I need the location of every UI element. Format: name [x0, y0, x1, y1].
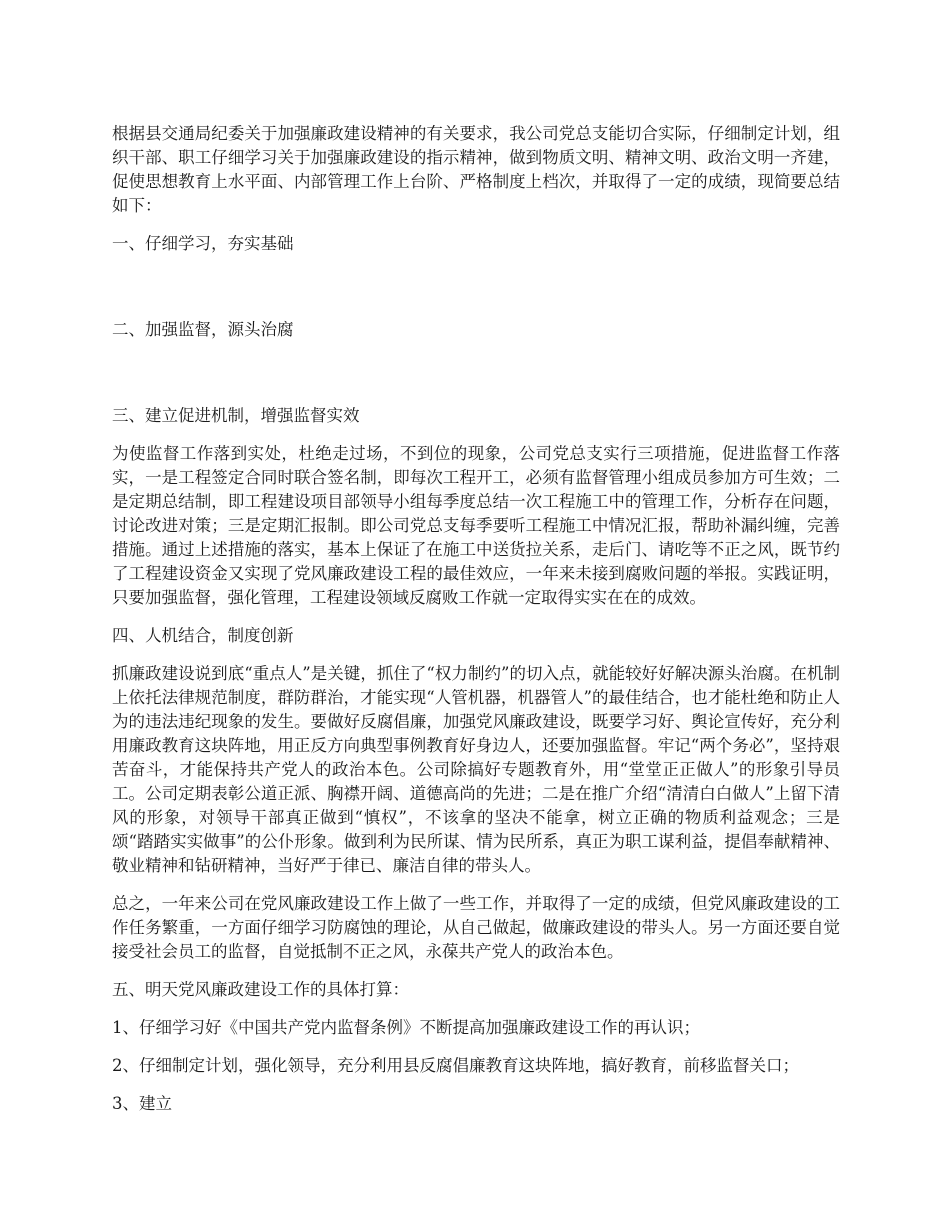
section-2-spacer	[112, 356, 840, 404]
document-page	[112, 122, 840, 1130]
plan-item-2: 2、仔细制定计划，强化领导，充分利用县反腐倡廉教育这块阵地，搞好教育，前移监督关口；	[112, 1056, 799, 1075]
plan-item-1: 1、仔细学习好《中国共产党内监督条例》不断提高加强廉政建设工作的再认识；	[112, 1018, 700, 1037]
section-2-heading: 二、加强监督，源头治腐	[112, 320, 294, 339]
section-4-body: 抓廉政建设说到底“重点人”是关键，抓住了“权力制约”的切入点，就能较好好解决源头治腐。在机制上依托法律规范制度，群防群治，才能实现“人管机器，机器管人”的最佳结合，也才能杜绝和防止人为的违法违纪现象的发生。要做好反腐倡廉，加强党风廉政建设，既要学习好、舆论宣传好，充分利用廉政教育这块阵地，用正反方向典型事例教育好身边人，还要加强监督。牢记“两个务必”，坚持艰苦奋斗，才能保持共产党人的政治本色。公司除搞好专题教育外，用“堂堂正正做人”的形象引导员工。公司定期表彰公道正派、胸襟开阔、道德高尚的先进；二是在推广介绍“清清白白做人”上留下清风的形象，对领导干部真正做到“慎权”，不该拿的坚决不能拿，树立正确的物质利益观念；三是颂“踏踏实实做事”的公仆形象。做到利为民所谋、情为民所系，真正为职工谋利益，提倡奉献精神、敬业精神和钻研精神，当好严于律已、廉洁自律的带头人。	[112, 664, 840, 875]
intro-paragraph: 根据县交通局纪委关于加强廉政建设精神的有关要求，我公司党总支能切合实际，仔细制定计划，组织干部、职工仔细学习关于加强廉政建设的指示精神，做到物质文明、精神文明、政治文明一齐建，促使思想教育上水平面、内部管理工作上台阶、严格制度上档次，并取得了一定的成绩，现简要总结如下：	[112, 124, 840, 215]
section-1-spacer	[112, 270, 840, 318]
section-3-body: 为使监督工作落到实处，杜绝走过场，不到位的现象，公司党总支实行三项措施，促进监督工作落实，一是工程签定合同时联合签名制，即每次工程开工，必须有监督管理小组成员参加方可生效；二是定期总结制，即工程建设项目部领导小组每季度总结一次工程施工中的管理工作，分析存在问题，讨论改进对策；三是定期汇报制。即公司党总支每季要听工程施工中情况汇报，帮助补漏纠缠，完善措施。通过上述措施的落实，基本上保证了在施工中送货拉关系，走后门、请吃等不正之风，既节约了工程建设资金又实现了党风廉政建设工程的最佳效应，一年来未接到腐败问题的举报。实践证明，只要加强监督，强化管理，工程建设领域反腐败工作就一定取得实实在在的成效。	[112, 444, 840, 607]
summary-paragraph: 总之，一年来公司在党风廉政建设工作上做了一些工作，并取得了一定的成绩，但党风廉政建设的工作任务繁重，一方面仔细学习防腐蚀的理论，从自己做起，做廉政建设的带头人。另一方面还要自觉接受社会员工的监督，自觉抵制不正之风，永葆共产党人的政治本色。	[112, 894, 840, 961]
plan-item-3: 3、建立	[112, 1094, 172, 1113]
section-5-heading: 五、明天党风廉政建设工作的具体打算：	[112, 980, 409, 999]
section-4-heading: 四、人机结合，制度创新	[112, 626, 294, 645]
section-1-heading: 一、仔细学习，夯实基础	[112, 234, 294, 253]
section-3-heading: 三、建立促进机制，增强监督实效	[112, 406, 360, 425]
